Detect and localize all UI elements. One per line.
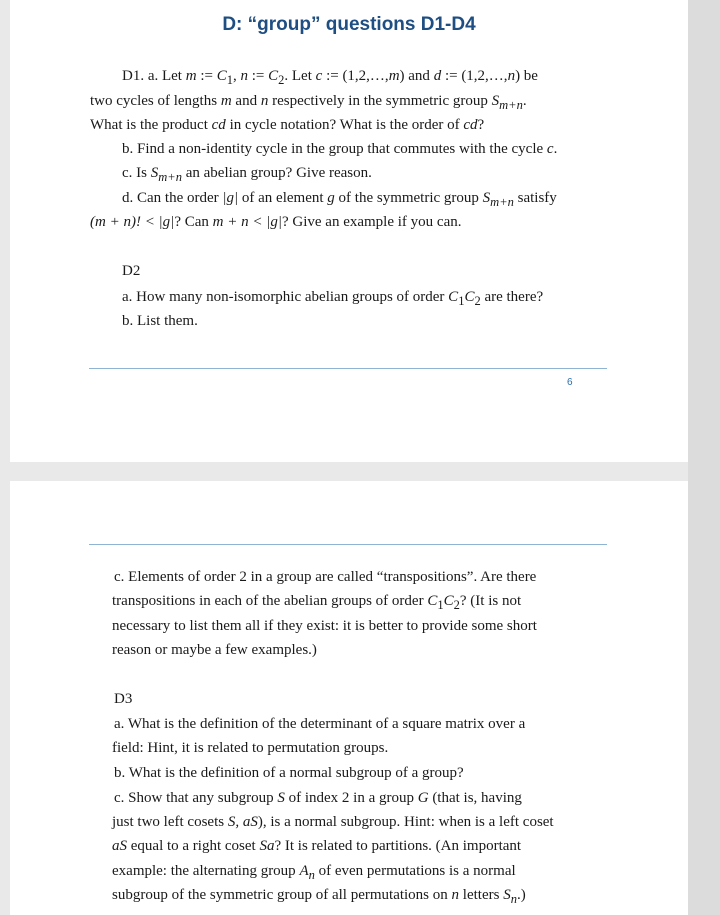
d1-line-2: two cycles of lengths m and n respectively in the symmetric group $S_{m+n}$.	[90, 93, 527, 112]
d3-c-line-4: example: the alternating group $A_n$ of even permutations is a normal	[112, 863, 516, 882]
d2-c-line-3: necessary to list them all if they exist: it is better to provide some short	[112, 618, 537, 634]
d3-a: a. What is the definition of the determinant of a square matrix over a	[114, 716, 526, 732]
page-divider	[89, 368, 607, 369]
d3-c-line-3: aS equal to a right coset Sa? It is related to partitions. (An important	[112, 838, 522, 854]
d1-line-1: D1. a. Let m := $C_1$, n := $C_2$. Let c := (1,2,…,m) and d := (1,2,…,n) be	[122, 68, 538, 87]
d1-b: b. Find a non-identity cycle in the group that commutes with the cycle c.	[122, 141, 558, 157]
page-number: 6	[567, 377, 573, 388]
d2-c-line-2: transpositions in each of the abelian groups of order $C_1C_2$? (It is not	[112, 593, 522, 612]
d1-c: c. Is $S_{m+n}$ an abelian group? Give reason.	[122, 165, 372, 184]
d3-c: c. Show that any subgroup S of index 2 in a group G (that is, having	[114, 790, 522, 806]
d3-c-line-5: subgroup of the symmetric group of all permutations on n letters $S_n$.)	[112, 887, 526, 906]
d3-b: b. What is the definition of a normal subgroup of a group?	[114, 765, 464, 781]
right-gutter	[688, 0, 720, 915]
d2-a: a. How many non-isomorphic abelian groups of order $C_1C_2$ are there?	[122, 289, 544, 308]
d1-d: d. Can the order |g| of an element g of the symmetric group $S_{m+n}$ satisfy	[122, 190, 557, 209]
d2-c-line-4: reason or maybe a few examples.)	[112, 642, 317, 658]
d2-b: b. List them.	[122, 313, 198, 329]
d1-d-line-2: (m + n)! < |g|? Can m + n < |g|? Give an example if you can.	[90, 214, 462, 230]
d2-c: c. Elements of order 2 in a group are called “transpositions”. Are there	[114, 569, 537, 585]
d3-c-line-2: just two left cosets S, aS), is a normal subgroup. Hint: when is a left coset	[112, 814, 554, 830]
document-page-1	[10, 0, 688, 462]
document-page-2	[10, 481, 688, 915]
page-header-rule	[89, 544, 607, 545]
d3-heading: D3	[114, 691, 133, 707]
d2-heading: D2	[122, 263, 141, 279]
d1-line-3: What is the product cd in cycle notation? What is the order of cd?	[90, 117, 485, 133]
d3-a-line-2: field: Hint, it is related to permutation groups.	[112, 740, 389, 756]
section-title: D: “group” questions D1-D4	[222, 14, 476, 35]
